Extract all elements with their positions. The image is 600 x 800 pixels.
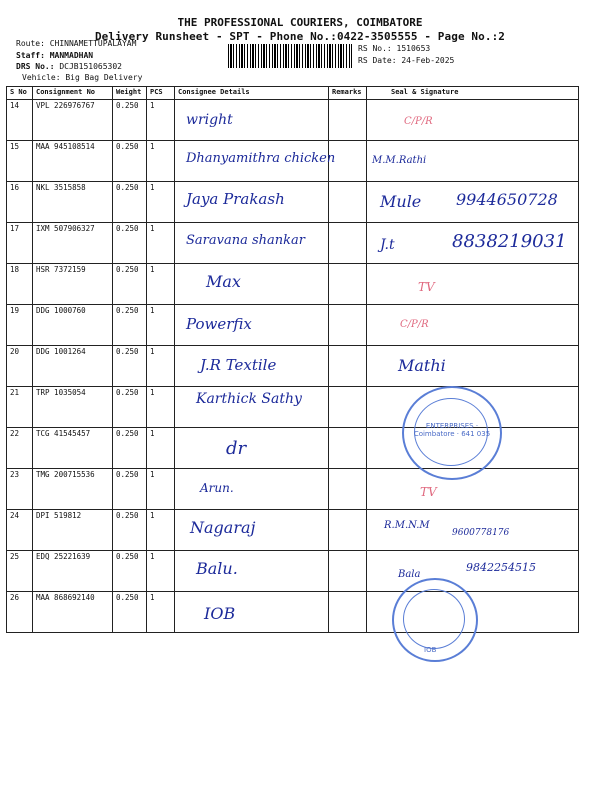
cell-weight: 0.250 (113, 305, 147, 346)
cell-remarks (329, 469, 367, 510)
cell-weight: 0.250 (113, 510, 147, 551)
cell-sno: 25 (7, 551, 33, 592)
drs-number: DCJB151065302 (59, 62, 122, 71)
cell-consignment-no: NKL 3515858 (33, 182, 113, 223)
runsheet-table (6, 86, 579, 633)
cell-consignment-no: IXM 507906327 (33, 223, 113, 264)
cell-consignment-no: MAA 945108514 (33, 141, 113, 182)
cell-weight: 0.250 (113, 100, 147, 141)
signature-handwriting: C/P/R (404, 116, 433, 127)
cell-weight: 0.250 (113, 182, 147, 223)
cell-remarks (329, 551, 367, 592)
cell-remarks (329, 100, 367, 141)
rs-date: RS Date: 24-Feb-2025 (358, 56, 455, 65)
cell-remarks (329, 592, 367, 633)
col-weight: Weight (113, 87, 147, 100)
cell-sno: 14 (7, 100, 33, 141)
cell-weight: 0.250 (113, 141, 147, 182)
signature-handwriting: Bala (398, 569, 421, 580)
cell-sno: 22 (7, 428, 33, 469)
signature-handwriting: TV (418, 280, 435, 294)
cell-remarks (329, 182, 367, 223)
consignee-handwriting: Dhanyamithra chicken (186, 151, 336, 166)
cell-sno: 17 (7, 223, 33, 264)
iob-stamp (392, 578, 478, 662)
cell-pcs: 1 (147, 387, 175, 428)
cell-sno: 24 (7, 510, 33, 551)
cell-pcs: 1 (147, 346, 175, 387)
table-header (7, 87, 579, 100)
cell-seal (367, 100, 579, 141)
cell-pcs: 1 (147, 551, 175, 592)
consignee-handwriting: Jaya Prakash (186, 190, 285, 208)
cell-sno: 20 (7, 346, 33, 387)
table-row (7, 592, 579, 633)
cell-pcs: 1 (147, 264, 175, 305)
cell-weight: 0.250 (113, 264, 147, 305)
cell-sno: 23 (7, 469, 33, 510)
phone-handwriting: 8838219031 (452, 231, 567, 252)
col-sno: S No (7, 87, 33, 100)
cell-pcs: 1 (147, 592, 175, 633)
cell-remarks (329, 346, 367, 387)
cell-sno: 21 (7, 387, 33, 428)
cell-pcs: 1 (147, 141, 175, 182)
col-remarks: Remarks (329, 87, 367, 100)
cell-consignment-no: TRP 1035054 (33, 387, 113, 428)
cell-consignee (175, 469, 329, 510)
cell-sno: 19 (7, 305, 33, 346)
table-row (7, 346, 579, 387)
consignee-handwriting: Arun. (200, 481, 234, 495)
company-title: THE PROFESSIONAL COURIERS, COIMBATORE (177, 16, 423, 29)
cell-weight: 0.250 (113, 346, 147, 387)
enterprises-stamp (402, 386, 502, 480)
cell-weight: 0.250 (113, 592, 147, 633)
cell-weight: 0.250 (113, 223, 147, 264)
table-row (7, 469, 579, 510)
cell-remarks (329, 387, 367, 428)
staff-name: MANMADHAN (49, 51, 94, 60)
cell-remarks (329, 264, 367, 305)
col-consignee: Consignee Details (175, 87, 329, 100)
signature-handwriting: R.M.N.M (384, 520, 430, 531)
table-row (7, 100, 579, 141)
cell-remarks (329, 223, 367, 264)
cell-pcs: 1 (147, 223, 175, 264)
phone-handwriting: 9600778176 (452, 528, 510, 538)
cell-remarks (329, 510, 367, 551)
staff-line (16, 51, 93, 60)
cell-remarks (329, 428, 367, 469)
table-row (7, 264, 579, 305)
staff-label: Staff: (16, 51, 45, 60)
consignee-handwriting: IOB (204, 604, 236, 623)
rs-number: RS No.: 1510653 (358, 44, 431, 53)
signature-handwriting: Mathi (398, 356, 446, 375)
signature-handwriting: M.M.Rathi (372, 155, 427, 166)
cell-pcs: 1 (147, 182, 175, 223)
cell-consignment-no: EDQ 25221639 (33, 551, 113, 592)
signature-handwriting: C/P/R (400, 319, 429, 330)
cell-consignee (175, 264, 329, 305)
consignee-handwriting: J.R Textile (200, 356, 277, 374)
col-seal: Seal & Signature (367, 87, 579, 100)
cell-pcs: 1 (147, 305, 175, 346)
col-consignment: Consignment No (33, 87, 113, 100)
phone-handwriting: 9944650728 (456, 190, 558, 209)
consignee-handwriting: Powerfix (186, 315, 252, 333)
consignee-handwriting: Max (206, 272, 241, 291)
cell-pcs: 1 (147, 510, 175, 551)
cell-sno: 18 (7, 264, 33, 305)
col-pcs: PCS (147, 87, 175, 100)
cell-consignment-no: TMG 200715536 (33, 469, 113, 510)
cell-sno: 26 (7, 592, 33, 633)
cell-pcs: 1 (147, 469, 175, 510)
route: Route: CHINNAMETTUPALAYAM (16, 39, 137, 48)
cell-sno: 15 (7, 141, 33, 182)
phone-handwriting: 9842254515 (466, 561, 536, 574)
consignee-handwriting: Balu. (196, 559, 238, 578)
cell-consignment-no: MAA 868692140 (33, 592, 113, 633)
cell-consignment-no: HSR 7372159 (33, 264, 113, 305)
stamp-text: ENTERPRISES · Coimbatore · 641 035 (413, 422, 491, 438)
cell-weight: 0.250 (113, 428, 147, 469)
cell-weight: 0.250 (113, 551, 147, 592)
cell-consignee (175, 428, 329, 469)
drs-line (16, 62, 122, 71)
runsheet-subtitle: Delivery Runsheet - SPT - Phone No.:0422-3505555 - Page No.:2 (94, 30, 506, 43)
cell-consignment-no: TCG 41545457 (33, 428, 113, 469)
cell-sno: 16 (7, 182, 33, 223)
table-row (7, 305, 579, 346)
vehicle: Vehicle: Big Bag Delivery (22, 73, 143, 82)
cell-consignment-no: DDG 1000760 (33, 305, 113, 346)
cell-weight: 0.250 (113, 469, 147, 510)
signature-handwriting: J.t (380, 237, 395, 253)
consignee-handwriting: wright (186, 112, 233, 128)
cell-pcs: 1 (147, 428, 175, 469)
cell-consignment-no: VPL 226976767 (33, 100, 113, 141)
cell-consignee (175, 592, 329, 633)
cell-seal (367, 264, 579, 305)
iob-stamp-text: IOB (424, 646, 437, 654)
consignee-handwriting: Nagaraj (190, 518, 256, 537)
cell-consignment-no: DPI 519812 (33, 510, 113, 551)
cell-remarks (329, 305, 367, 346)
cell-consignment-no: DDG 1001264 (33, 346, 113, 387)
signature-handwriting: Mule (380, 192, 422, 211)
cell-seal (367, 305, 579, 346)
consignee-handwriting: dr (226, 438, 247, 459)
consignee-handwriting: Karthick Sathy (196, 391, 302, 407)
signature-handwriting: TV (420, 485, 437, 499)
consignee-handwriting: Saravana shankar (186, 233, 305, 248)
barcode (228, 44, 352, 68)
cell-pcs: 1 (147, 100, 175, 141)
drs-label: DRS No.: (16, 62, 55, 71)
cell-weight: 0.250 (113, 387, 147, 428)
